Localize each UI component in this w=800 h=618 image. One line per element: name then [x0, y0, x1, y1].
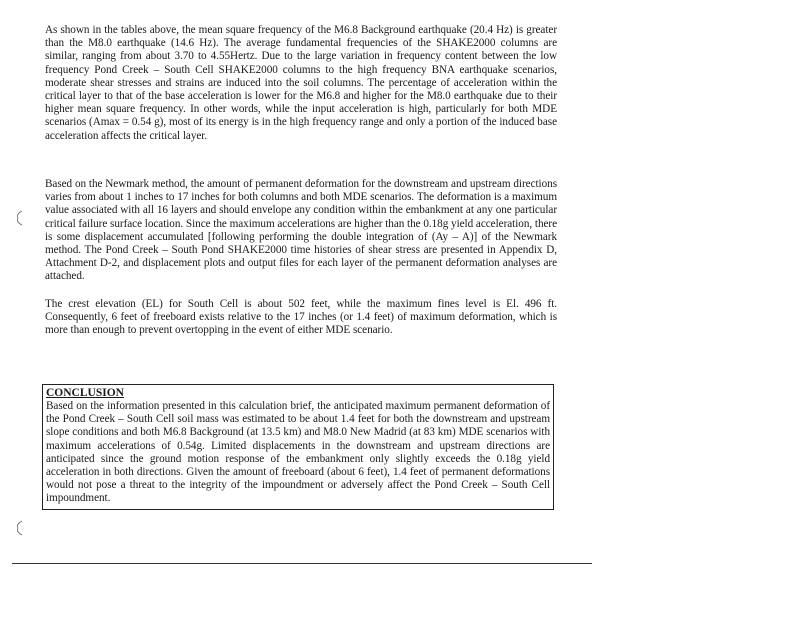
margin-bracket-mark-icon — [14, 210, 24, 226]
conclusion-heading: CONCLUSION — [46, 387, 124, 399]
page-rule-line — [12, 563, 592, 564]
paragraph-newmark-deformation: Based on the Newmark method, the amount of permanent deformation for the downstream and upstream directions varies from about 1 inches to 17 inches for both columns and both MDE scenarios. The deformation is a maximum value associated with all 16 layers and should envelope any condition within the embankment at any one particular critical failure surface location. Since the maximum accelerations are higher than the 0.18g yield acceleration, there is some displacement accumulated [following performing the double integration of (Ay – A)] of the Newmark method. The Pond Creek – South Pond SHAKE2000 time histories of shear stress are presented in Appendix D, Attachment D-2, and displacement plots and output files for each layer of the permanent deformation analyses are attached. — [45, 178, 557, 283]
paragraph-frequency-analysis: As shown in the tables above, the mean square frequency of the M6.8 Background earthquake (20.4 Hz) is greater than the M8.0 earthquake (14.6 Hz). The average fundamental frequencies of the SHAKE2000 columns are similar, ranging from about 3.70 to 4.55Hertz. Due to the large variation in frequency content between the low frequency Pond Creek – South Cell SHAKE2000 columns to the high frequency BNA earthquake scenarios, moderate shear stresses and strains are induced into the soil columns. The percentage of acceleration within the critical layer to that of the base acceleration is lower for the M6.8 and higher for the M8.0 earthquake due to their higher mean square frequency. In other words, while the input acceleration is high, particularly for both MDE scenarios (Amax = 0.54 g), most of its energy is in the high frequency range and only a portion of the induced base acceleration affects the critical layer. — [45, 24, 557, 142]
paragraph-freeboard: The crest elevation (EL) for South Cell is about 502 feet, while the maximum fines level is El. 496 ft. Consequently, 6 feet of freeboard exists relative to the 17 inches (or 1.4 feet) of maximum deformation, which is more than enough to prevent overtopping in the event of either MDE scenario. — [45, 298, 557, 337]
conclusion-body: Based on the information presented in this calculation brief, the anticipated maximum permanent deformation of the Pond Creek – South Cell soil mass was estimated to be about 1.4 feet for both the downstream and upstream slope conditions and both M6.8 Background (at 13.5 km) and M8.0 New Madrid (at 83 km) MDE scenarios with maximum accelerations of 0.54g. Limited displacements in the downstream and upstream directions are anticipated since the ground motion response of the embankment only slightly exceeds the 0.18g yield acceleration in both directions. Given the amount of freeboard (about 6 feet), 1.4 feet of permanent deformations would not pose a threat to the integrity of the impoundment or adversely affect the Pond Creek – South Cell impoundment. — [46, 400, 550, 505]
conclusion-box — [42, 384, 554, 510]
margin-bracket-mark-icon — [14, 520, 24, 536]
